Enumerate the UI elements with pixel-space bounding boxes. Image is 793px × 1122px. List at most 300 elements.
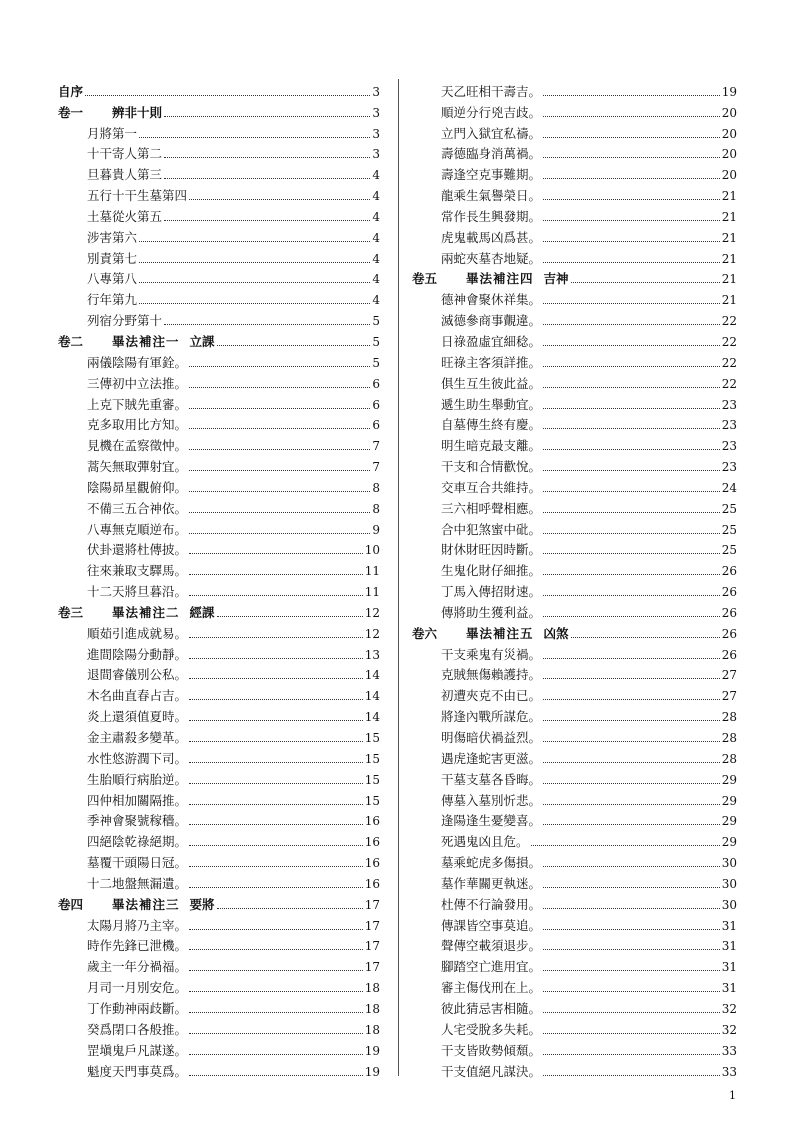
toc-entry[interactable] (412, 954, 737, 975)
toc-entry-title: 壽逢空克事難期。 (441, 167, 542, 183)
toc-entry[interactable] (58, 704, 380, 725)
toc-entry-title: 八專第八 (87, 271, 138, 287)
toc-entry-title: 魁度天門事莫爲。 (87, 1063, 188, 1079)
toc-entry[interactable] (412, 329, 737, 350)
toc-entry[interactable] (412, 1038, 737, 1059)
toc-entry[interactable] (58, 246, 380, 267)
toc-page-number: 26 (721, 564, 737, 579)
dot-leader (543, 199, 720, 200)
toc-entry[interactable] (58, 621, 380, 642)
toc-page-number: 27 (721, 689, 737, 704)
toc-entry-title: 十二天將旦暮沿。 (87, 584, 188, 600)
toc-entry-title (58, 105, 162, 121)
toc-page-number: 19 (364, 1043, 380, 1058)
toc-page-number: 31 (721, 960, 737, 975)
toc-page-number: 10 (364, 543, 380, 558)
toc-page-number: 13 (364, 647, 380, 662)
dot-leader (543, 720, 720, 721)
dot-leader (543, 324, 720, 325)
toc-page-number: 32 (721, 1001, 737, 1016)
toc-entry-title: 木名曲直春占吉。 (87, 688, 188, 704)
toc-entry-title: 干支和合情歡悅。 (441, 459, 542, 475)
dot-leader (189, 949, 363, 950)
toc-page-number: 28 (721, 710, 737, 725)
toc-page-number: 21 (721, 293, 737, 308)
toc-page-number: 8 (372, 501, 380, 516)
dot-leader (189, 428, 370, 429)
toc-volume-heading[interactable] (412, 621, 737, 642)
toc-entry-title: 干墓支墓各昏晦。 (441, 771, 542, 787)
dot-leader (543, 491, 720, 492)
toc-entry-title: 生鬼化財仔細推。 (441, 563, 542, 579)
toc-entry[interactable] (412, 934, 737, 955)
toc-entry[interactable] (412, 663, 737, 684)
toc-page-number: 26 (721, 585, 737, 600)
toc-page-number: 3 (372, 84, 380, 99)
toc-page-number: 7 (372, 439, 380, 454)
volume-title: 經課 (189, 604, 215, 620)
toc-entry[interactable] (412, 287, 737, 308)
volume-label: 卷五 (412, 271, 438, 287)
toc-entry[interactable] (412, 413, 737, 434)
dot-leader (543, 533, 720, 534)
toc-entry-title: 涉害第六 (87, 229, 138, 245)
dot-leader (164, 324, 370, 325)
dot-leader (139, 282, 370, 283)
toc-page-number: 24 (721, 480, 737, 495)
toc-entry-title: 順逆分行兇吉歧。 (441, 104, 542, 120)
toc-page-number: 25 (721, 543, 737, 558)
toc-entry[interactable] (58, 746, 380, 767)
toc-entry-title: 太陽月將乃主宰。 (87, 917, 188, 933)
toc-entry[interactable] (58, 871, 380, 892)
toc-entry-title: 龍乘生氣譽榮日。 (441, 188, 542, 204)
toc-entry[interactable] (58, 683, 380, 704)
toc-page-number: 18 (364, 1022, 380, 1037)
toc-entry[interactable] (58, 121, 380, 142)
dot-leader (189, 408, 370, 409)
toc-page-number: 31 (721, 918, 737, 933)
toc-entry[interactable] (58, 934, 380, 955)
toc-entry[interactable] (412, 809, 737, 830)
toc-entry[interactable] (58, 1059, 380, 1080)
toc-entry[interactable] (58, 558, 380, 579)
toc-entry[interactable] (58, 371, 380, 392)
dot-leader (543, 574, 720, 575)
toc-volume-heading[interactable] (58, 100, 380, 121)
toc-entry-title: 兩儀陰陽有軍銓。 (87, 354, 188, 370)
dot-leader (571, 282, 720, 283)
dot-leader (189, 366, 370, 367)
toc-page-number: 15 (364, 731, 380, 745)
toc-entry[interactable] (58, 350, 380, 371)
toc-entry-title: 滅德參商事覿違。 (441, 313, 542, 329)
toc-entry[interactable] (58, 142, 380, 163)
toc-entry[interactable] (58, 913, 380, 934)
toc-entry-title: 退間睿儀別公私。 (87, 667, 188, 683)
dot-leader (164, 116, 370, 117)
toc-entry-title: 俱生互生彼此益。 (441, 375, 542, 391)
toc-entry[interactable] (412, 788, 737, 809)
volume-subtitle: 畢法補注一 (112, 333, 180, 349)
toc-entry[interactable] (412, 975, 737, 996)
toc-entry-title: 往來兼取支驛馬。 (87, 563, 188, 579)
toc-entry[interactable] (412, 308, 737, 329)
toc-entry[interactable] (58, 663, 380, 684)
toc-entry-title: 遞生助生舉動宜。 (441, 396, 542, 412)
toc-entry[interactable] (412, 454, 737, 475)
dot-leader (543, 95, 720, 96)
toc-entry[interactable] (58, 287, 380, 308)
toc-page-number: 28 (721, 751, 737, 766)
dot-leader (543, 553, 720, 554)
dot-leader (543, 116, 720, 117)
toc-entry-title: 八專無克順逆布。 (87, 521, 188, 537)
toc-entry[interactable] (412, 183, 737, 204)
dot-leader (543, 512, 720, 513)
toc-entry[interactable] (412, 1059, 737, 1080)
toc-entry[interactable] (58, 579, 380, 600)
toc-entry[interactable] (58, 954, 380, 975)
toc-entry[interactable] (58, 183, 380, 204)
dot-leader (543, 678, 720, 679)
toc-entry-title: 見機在孟察徵忡。 (87, 438, 188, 454)
dot-leader (571, 637, 720, 638)
toc-entry[interactable] (58, 517, 380, 538)
dot-leader (189, 553, 363, 554)
toc-entry-title: 干支乘鬼有災禍。 (441, 646, 542, 662)
toc-entry[interactable] (412, 538, 737, 559)
toc-page-number: 23 (721, 460, 737, 475)
toc-entry[interactable] (58, 413, 380, 434)
toc-entry-title: 旺祿主客須詳推。 (441, 354, 542, 370)
toc-entry-title: 交車互合共維持。 (441, 479, 542, 495)
dot-leader (543, 220, 720, 221)
toc-entry-title: 別責第七 (87, 250, 138, 266)
toc-page-number: 33 (721, 1043, 737, 1058)
dot-leader (543, 658, 720, 659)
volume-subtitle: 畢法補注五 (466, 625, 534, 641)
toc-entry[interactable] (412, 142, 737, 163)
dot-leader (543, 449, 720, 450)
dot-leader (543, 824, 720, 825)
dot-leader (543, 1012, 720, 1013)
toc-entry-title: 旦暮貴人第三 (87, 167, 163, 183)
toc-entry-title (412, 271, 569, 287)
toc-entry[interactable] (58, 1017, 380, 1038)
toc-entry-title: 四絕陰乾祿絕期。 (87, 834, 188, 850)
dot-leader (189, 824, 363, 825)
toc-entry[interactable] (412, 892, 737, 913)
toc-entry[interactable] (412, 579, 737, 600)
toc-entry[interactable] (412, 558, 737, 579)
dot-leader (189, 199, 370, 200)
dot-leader (164, 178, 370, 179)
toc-entry[interactable] (58, 642, 380, 663)
toc-entry-title (58, 897, 215, 913)
toc-entry-title: 初遭夾克不由已。 (441, 688, 542, 704)
toc-page-number: 21 (721, 272, 737, 287)
toc-page-number: 17 (364, 918, 380, 933)
toc-page-number: 32 (721, 1022, 737, 1037)
dot-leader (139, 262, 370, 263)
dot-leader (189, 574, 363, 575)
dot-leader (85, 95, 370, 96)
toc-page-number: 12 (364, 605, 380, 620)
toc-entry[interactable] (58, 809, 380, 830)
dot-leader (543, 970, 720, 971)
toc-page-number: 27 (721, 668, 737, 683)
toc-entry-title: 杜傳不行論發用。 (441, 896, 542, 912)
toc-entry[interactable] (412, 683, 737, 704)
dot-leader (189, 804, 363, 805)
page-number: 1 (729, 1089, 736, 1102)
toc-page-number: 18 (364, 981, 380, 996)
dot-leader (189, 512, 370, 513)
dot-leader (189, 970, 363, 971)
toc-entry[interactable] (412, 225, 737, 246)
volume-subtitle: 畢法補注四 (466, 271, 534, 287)
toc-entry-title: 天乙旺相干壽吉。 (441, 83, 542, 99)
toc-entry-title: 人宅受脫多失耗。 (441, 1021, 542, 1037)
dot-leader (189, 533, 370, 534)
toc-entry-title: 干支值絕凡謀決。 (441, 1063, 542, 1079)
volume-subtitle: 畢法補注二 (112, 604, 180, 620)
dot-leader (189, 699, 363, 700)
toc-page-number: 22 (721, 355, 737, 370)
dot-leader (543, 783, 720, 784)
toc-page-number: 23 (721, 418, 737, 433)
toc-entry[interactable] (412, 871, 737, 892)
toc-entry-title: 日祿盈虛宜細稔。 (441, 333, 542, 349)
toc-entry[interactable] (412, 162, 737, 183)
toc-page-number: 25 (721, 522, 737, 537)
toc-page-number: 30 (721, 876, 737, 891)
dot-leader (543, 1075, 720, 1076)
toc-page-number: 29 (721, 793, 737, 808)
toc-page-number: 31 (721, 939, 737, 954)
toc-page-number: 5 (372, 314, 380, 329)
dot-leader (217, 616, 363, 617)
toc-right-column (412, 79, 737, 1080)
toc-page-number: 16 (364, 814, 380, 829)
dot-leader (217, 908, 363, 909)
toc-entry[interactable] (58, 225, 380, 246)
toc-page-number: 14 (364, 668, 380, 683)
toc-entry-title: 三傳初中立法推。 (87, 375, 188, 391)
toc-entry[interactable] (58, 496, 380, 517)
toc-entry[interactable] (58, 788, 380, 809)
dot-leader (189, 845, 363, 846)
toc-entry[interactable] (58, 1038, 380, 1059)
dot-leader (543, 428, 720, 429)
toc-page-number: 26 (721, 605, 737, 620)
dot-leader (543, 262, 720, 263)
dot-leader (543, 741, 720, 742)
toc-entry-title: 墓乘蛇虎多傷損。 (441, 855, 542, 871)
toc-page-number: 5 (372, 355, 380, 370)
toc-entry-title: 不備三五合神依。 (87, 500, 188, 516)
toc-entry[interactable] (58, 850, 380, 871)
column-divider (398, 79, 399, 1076)
dot-leader (543, 929, 720, 930)
toc-page-number: 19 (364, 1064, 380, 1079)
toc-entry[interactable] (58, 454, 380, 475)
toc-entry[interactable] (412, 850, 737, 871)
dot-leader (543, 303, 720, 304)
dot-leader (531, 845, 720, 846)
toc-entry[interactable] (58, 267, 380, 288)
dot-leader (189, 637, 363, 638)
toc-entry[interactable] (58, 975, 380, 996)
toc-entry[interactable] (58, 475, 380, 496)
toc-entry-title: 遇虎逢蛇害更滋。 (441, 750, 542, 766)
toc-page-number: 3 (372, 105, 380, 120)
toc-volume-heading[interactable] (58, 600, 380, 621)
toc-entry[interactable] (58, 767, 380, 788)
toc-entry-title: 傳課皆空事莫追。 (441, 917, 542, 933)
toc-page-number: 21 (721, 230, 737, 245)
toc-entry[interactable] (58, 162, 380, 183)
toc-page-number: 20 (721, 105, 737, 120)
toc-entry[interactable] (412, 350, 737, 371)
toc-page-number: 20 (721, 147, 737, 162)
volume-label: 卷二 (58, 333, 84, 349)
toc-entry[interactable] (412, 392, 737, 413)
toc-entry-title: 五行十干生墓第四 (87, 188, 188, 204)
toc-entry[interactable] (58, 538, 380, 559)
dot-leader (543, 137, 720, 138)
toc-page-number: 29 (721, 814, 737, 829)
toc-page-number: 4 (372, 209, 380, 224)
toc-entry[interactable] (58, 79, 380, 100)
toc-entry-title: 伏卦還將杜傳披。 (87, 542, 188, 558)
toc-page-number: 4 (372, 230, 380, 245)
toc-entry-title: 彼此猜忌害相隨。 (441, 1000, 542, 1016)
toc-entry[interactable] (58, 308, 380, 329)
toc-volume-heading[interactable] (412, 267, 737, 288)
toc-entry-title: 將逢內戰所謀危。 (441, 709, 542, 725)
toc-entry[interactable] (412, 704, 737, 725)
toc-volume-heading[interactable] (58, 329, 380, 350)
toc-entry[interactable] (412, 1017, 737, 1038)
toc-entry-title: 墓作華關更執迷。 (441, 875, 542, 891)
volume-title: 凶煞 (543, 625, 569, 641)
toc-entry[interactable] (58, 829, 380, 850)
toc-entry[interactable] (412, 496, 737, 517)
toc-entry[interactable] (58, 433, 380, 454)
toc-entry[interactable] (412, 433, 737, 454)
toc-entry[interactable] (412, 517, 737, 538)
volume-title: 要將 (189, 896, 215, 912)
toc-entry[interactable] (412, 829, 737, 850)
toc-entry-title: 三六相呼聲相應。 (441, 500, 542, 516)
toc-page-number: 6 (372, 397, 380, 412)
volume-title: 辨非十則 (112, 104, 163, 120)
toc-page-number: 4 (372, 168, 380, 183)
toc-page-number: 14 (364, 689, 380, 704)
dot-leader (543, 595, 720, 596)
toc-page-number: 11 (364, 585, 380, 600)
toc-entry-title: 上克下賊先重審。 (87, 396, 188, 412)
toc-page-number: 4 (372, 293, 380, 308)
toc-entry-title: 常作長生興發期。 (441, 208, 542, 224)
toc-entry[interactable] (58, 725, 380, 746)
toc-entry-title: 行年第九 (87, 292, 138, 308)
toc-entry-title: 傳墓入墓別忻悲。 (441, 792, 542, 808)
toc-entry[interactable] (412, 79, 737, 100)
toc-entry[interactable] (412, 913, 737, 934)
volume-label: 卷三 (58, 604, 84, 620)
toc-page-number: 23 (721, 439, 737, 454)
toc-entry[interactable] (412, 246, 737, 267)
toc-page-number: 7 (372, 460, 380, 475)
toc-page-number: 16 (364, 856, 380, 871)
toc-entry-title: 蒿矢無取彈射宜。 (87, 459, 188, 475)
toc-entry-title: 自序 (58, 83, 84, 99)
toc-entry[interactable] (412, 600, 737, 621)
toc-entry-title: 克多取用比方知。 (87, 417, 188, 433)
toc-page-number: 30 (721, 856, 737, 871)
toc-entry-title: 逢陽逢生憂變喜。 (441, 813, 542, 829)
toc-page-number: 21 (721, 209, 737, 224)
toc-entry[interactable] (412, 371, 737, 392)
toc-entry[interactable] (412, 204, 737, 225)
toc-entry[interactable] (412, 121, 737, 142)
toc-entry[interactable] (58, 996, 380, 1017)
toc-page-number: 21 (721, 251, 737, 266)
toc-page-number: 4 (372, 189, 380, 204)
toc-page-number: 30 (721, 897, 737, 912)
volume-label: 卷一 (58, 104, 84, 120)
dot-leader (217, 345, 371, 346)
toc-entry[interactable] (58, 204, 380, 225)
toc-page-number: 3 (372, 126, 380, 141)
toc-page-number: 22 (721, 314, 737, 329)
toc-entry-title: 生胎順行病胎逆。 (87, 771, 188, 787)
toc-page-number: 26 (721, 626, 737, 641)
toc-volume-heading[interactable] (58, 892, 380, 913)
volume-subtitle: 畢法補注三 (112, 896, 180, 912)
toc-page-number: 29 (721, 835, 737, 850)
volume-label: 卷四 (58, 896, 84, 912)
toc-page-number: 14 (364, 710, 380, 725)
toc-page-number: 17 (364, 897, 380, 912)
toc-entry-title: 進間陰陽分動靜。 (87, 646, 188, 662)
toc-entry-title: 十干寄人第二 (87, 146, 163, 162)
toc-entry[interactable] (412, 100, 737, 121)
toc-entry-title (58, 605, 215, 621)
dot-leader (543, 1054, 720, 1055)
toc-page-number: 4 (372, 272, 380, 287)
dot-leader (189, 887, 363, 888)
toc-entry[interactable] (58, 392, 380, 413)
dot-leader (189, 991, 363, 992)
toc-entry-title: 丁馬入傳招財速。 (441, 584, 542, 600)
toc-entry[interactable] (412, 725, 737, 746)
toc-entry[interactable] (412, 746, 737, 767)
toc-entry[interactable] (412, 767, 737, 788)
volume-title: 吉神 (543, 271, 569, 287)
toc-entry[interactable] (412, 475, 737, 496)
toc-page-number: 15 (364, 793, 380, 808)
toc-entry[interactable] (412, 996, 737, 1017)
toc-entry-title (412, 626, 569, 642)
dot-leader (189, 1033, 363, 1034)
dot-leader (543, 949, 720, 950)
dot-leader (543, 699, 720, 700)
toc-entry[interactable] (412, 642, 737, 663)
